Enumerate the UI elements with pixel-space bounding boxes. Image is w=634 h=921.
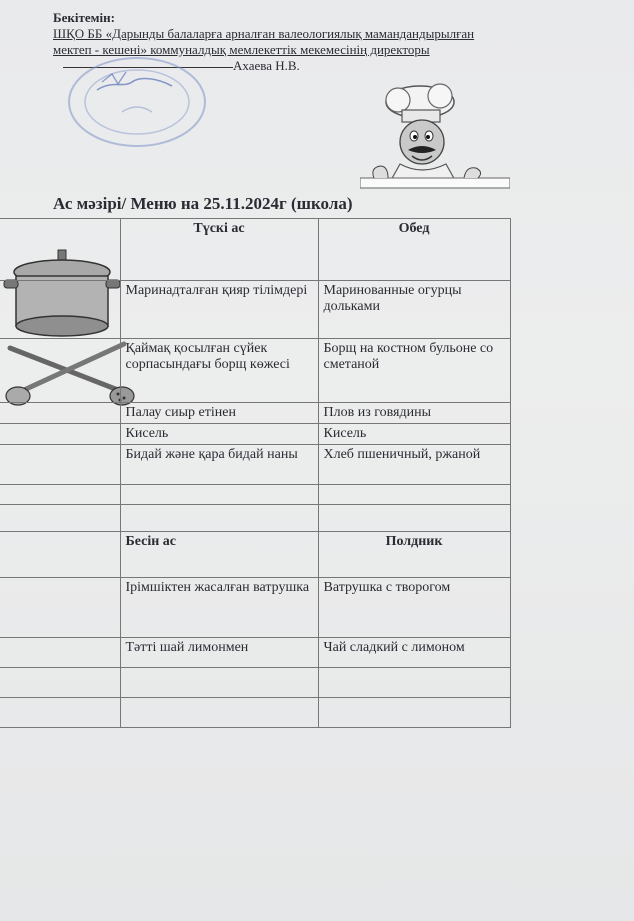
table-cell-empty <box>0 281 120 339</box>
menu-table <box>0 218 511 728</box>
table-cell-empty <box>120 698 318 728</box>
stamp-icon <box>62 52 212 147</box>
table-cell-empty <box>318 668 510 698</box>
table-cell-empty <box>0 339 120 403</box>
snack-header-ru: Полдник <box>318 532 510 578</box>
table-row <box>0 445 510 485</box>
table-row-empty <box>0 485 510 505</box>
lunch-header-kz: Түскі ас <box>120 219 318 281</box>
dish-ru: Плов из говядины <box>318 403 510 424</box>
table-cell-empty <box>0 219 120 281</box>
table-cell-empty <box>0 403 120 424</box>
snack-header-row <box>0 532 510 578</box>
snack-header-kz: Бесін ас <box>120 532 318 578</box>
lunch-header-ru: Обед <box>318 219 510 281</box>
table-cell-empty <box>318 698 510 728</box>
table-cell-empty <box>0 485 120 505</box>
table-cell-empty <box>120 485 318 505</box>
dish-ru: Чай сладкий с лимоном <box>318 638 510 668</box>
dish-ru: Маринованные огурцы дольками <box>318 281 510 339</box>
page-title: Ас мәзірі/ Меню на 25.11.2024г (школа) <box>53 194 353 213</box>
lunch-header-row <box>0 219 510 281</box>
approval-org-line-1: ШҚО ББ «Дарынды балаларға арналған валеологиялық мамандандырылған <box>53 26 475 41</box>
dish-ru: Борщ на костном бульоне со сметаной <box>318 339 510 403</box>
table-cell-empty <box>120 505 318 532</box>
dish-kz: Палау сиыр етінен <box>120 403 318 424</box>
table-row <box>0 638 510 668</box>
table-row-empty <box>0 698 510 728</box>
dish-kz: Ірімшіктен жасалған ватрушка <box>120 578 318 638</box>
dish-kz: Маринадталған қияр тілімдері <box>120 281 318 339</box>
approval-org-line-2: мектеп - кешені» коммуналдық мемлекеттік мекемесінің директоры <box>53 42 430 57</box>
dish-ru: Кисель <box>318 424 510 445</box>
table-row <box>0 578 510 638</box>
table-row <box>0 424 510 445</box>
director-name: Ахаева Н.В. <box>233 58 300 73</box>
table-row <box>0 281 510 339</box>
table-row-empty <box>0 668 510 698</box>
table-cell-empty <box>318 505 510 532</box>
table-cell-empty <box>0 445 120 485</box>
dish-kz: Тәтті шай лимонмен <box>120 638 318 668</box>
table-row <box>0 403 510 424</box>
dish-ru: Хлеб пшеничный, ржаной <box>318 445 510 485</box>
table-row <box>0 339 510 403</box>
table-cell-empty <box>0 698 120 728</box>
table-row-empty <box>0 505 510 532</box>
dish-ru: Ватрушка с творогом <box>318 578 510 638</box>
table-cell-empty <box>318 485 510 505</box>
table-cell-empty <box>0 424 120 445</box>
dish-kz: Бидай және қара бидай наны <box>120 445 318 485</box>
table-cell-empty <box>0 578 120 638</box>
chef-illustration-icon <box>360 80 510 195</box>
table-cell-empty <box>120 668 318 698</box>
dish-kz: Қаймақ қосылған сүйек сорпасындағы борщ көжесі <box>120 339 318 403</box>
dish-kz: Кисель <box>120 424 318 445</box>
table-cell-empty <box>0 638 120 668</box>
table-cell-empty <box>0 532 120 578</box>
table-cell-empty <box>0 505 120 532</box>
approval-heading: Бекітемін: <box>53 10 115 25</box>
table-cell-empty <box>0 668 120 698</box>
